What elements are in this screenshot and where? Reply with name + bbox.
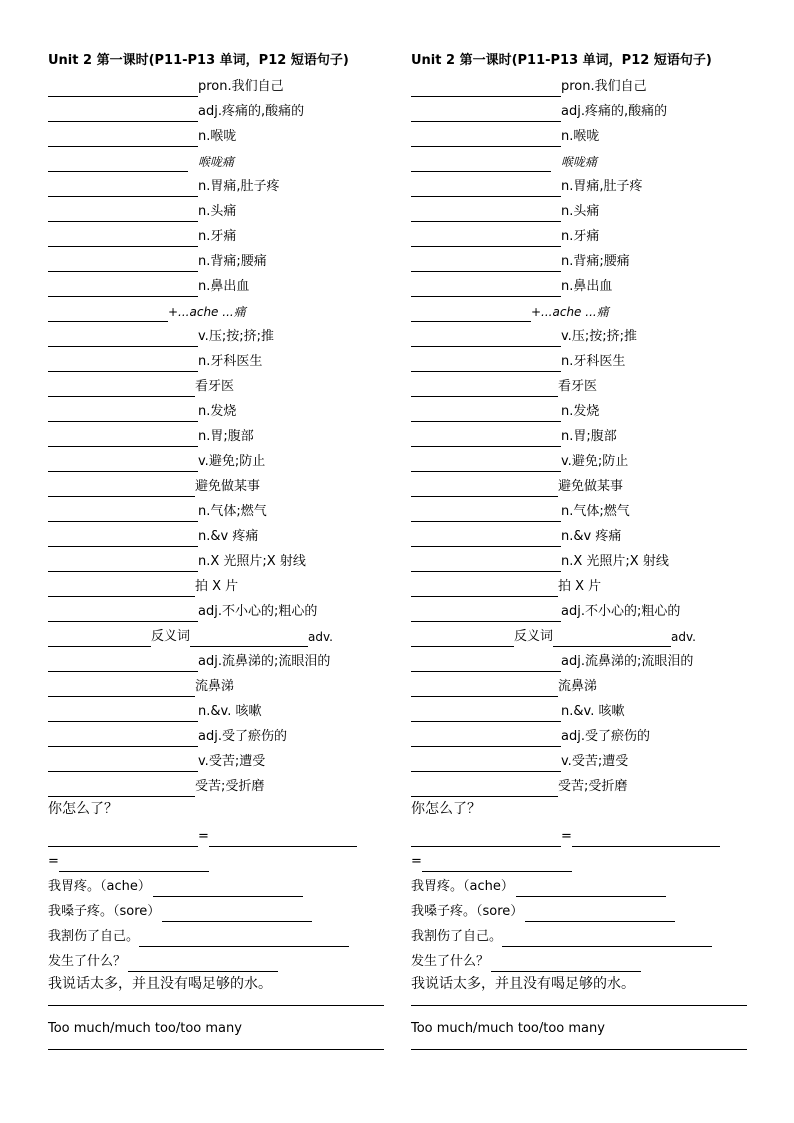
worksheet-title: Unit 2 第一课时(P11-P13 单词，P12 短语句子) xyxy=(411,53,712,68)
vocab-row xyxy=(48,397,398,422)
vocab-definition: n.鼻出血 xyxy=(561,279,613,294)
answer-blank[interactable] xyxy=(48,678,195,697)
answer-blank[interactable] xyxy=(411,703,561,722)
answer-blank[interactable] xyxy=(411,403,561,422)
vocab-definition: n.X 光照片;X 射线 xyxy=(198,554,306,569)
answer-blank[interactable] xyxy=(411,178,561,197)
vocab-definition: pron.我们自己 xyxy=(198,79,284,94)
vocab-row xyxy=(411,747,761,772)
answer-blank[interactable] xyxy=(48,653,198,672)
sentence-happen: 发生了什么？ xyxy=(411,947,761,972)
answer-blank[interactable] xyxy=(411,278,561,297)
answer-blank[interactable] xyxy=(411,653,561,672)
vocab-definition: n.牙痛 xyxy=(198,229,237,244)
answer-blank[interactable] xyxy=(411,678,558,697)
vocab-definition: n.头痛 xyxy=(198,204,237,219)
vocab-definition: n.牙科医生 xyxy=(198,354,263,369)
vocab-row xyxy=(411,272,761,297)
answer-blank[interactable] xyxy=(48,703,198,722)
answer-blank[interactable] xyxy=(48,178,198,197)
vocab-row xyxy=(411,397,761,422)
vocab-definition: n.发烧 xyxy=(561,404,600,419)
answer-blank[interactable] xyxy=(411,78,561,97)
answer-blank[interactable] xyxy=(48,578,195,597)
answer-blank[interactable] xyxy=(411,528,561,547)
sentence-stomach: 我胃疼。（ache） xyxy=(411,872,761,897)
too-much-note: Too much/much too/too many xyxy=(48,1021,242,1036)
equivalent-row-2: = xyxy=(48,847,398,872)
vocab-definition: 拍 X 片 xyxy=(195,579,239,594)
vocab-row xyxy=(411,247,761,272)
question-what-matter: 你怎么了？ xyxy=(411,801,481,817)
vocab-row xyxy=(48,547,398,572)
vocab-row xyxy=(411,222,761,247)
answer-blank[interactable] xyxy=(411,103,561,122)
vocab-row xyxy=(411,72,761,97)
vocab-definition: n.气体;燃气 xyxy=(198,504,267,519)
vocab-list xyxy=(411,72,761,622)
vocab-row xyxy=(48,772,398,797)
answer-blank[interactable] xyxy=(502,928,712,947)
worksheet-column-left xyxy=(48,50,398,1050)
answer-blank[interactable] xyxy=(48,153,188,172)
answer-blank[interactable] xyxy=(48,828,198,847)
vocab-definition: n.胃痛,肚子疼 xyxy=(561,179,643,194)
sentence-cut: 我割伤了自己。 xyxy=(411,922,761,947)
vocab-row xyxy=(48,572,398,597)
answer-blank[interactable] xyxy=(48,253,198,272)
vocab-row xyxy=(411,722,761,747)
vocab-row xyxy=(48,372,398,397)
vocab-row xyxy=(411,572,761,597)
sentence-throat: 我嗓子疼。（sore） xyxy=(411,897,761,922)
answer-blank[interactable] xyxy=(48,353,198,372)
vocab-definition: adj.疼痛的,酸痛的 xyxy=(561,104,668,119)
vocab-definition: n.鼻出血 xyxy=(198,279,250,294)
answer-blank[interactable] xyxy=(411,153,551,172)
antonym-row xyxy=(48,622,398,647)
answer-blank[interactable] xyxy=(48,403,198,422)
adv-label: adv. xyxy=(671,630,696,644)
vocab-row xyxy=(411,472,761,497)
vocab-definition: n.&v. 咳嗽 xyxy=(198,704,262,719)
vocab-definition: 流鼻涕 xyxy=(195,679,235,694)
vocab-list xyxy=(48,72,398,622)
vocab-definition: adj.流鼻涕的;流眼泪的 xyxy=(561,654,694,669)
vocab-definition: 看牙医 xyxy=(558,379,598,394)
vocab-definition: +...ache ...痛 xyxy=(168,305,246,319)
equivalent-row: = xyxy=(411,822,761,847)
vocab-row xyxy=(411,522,761,547)
vocab-definition: adj.受了瘀伤的 xyxy=(561,729,650,744)
answer-blank[interactable] xyxy=(48,428,198,447)
vocab-definition: pron.我们自己 xyxy=(561,79,647,94)
answer-blank[interactable] xyxy=(411,253,561,272)
vocab-definition: v.受苦;遭受 xyxy=(561,754,629,769)
too-much-note: Too much/much too/too many xyxy=(411,1021,605,1036)
adv-label: adv. xyxy=(308,630,333,644)
vocab-definition: adj.不小心的;粗心的 xyxy=(198,604,318,619)
vocab-definition: 受苦;受折磨 xyxy=(195,779,265,794)
answer-blank[interactable] xyxy=(139,928,349,947)
vocab-row xyxy=(411,197,761,222)
answer-blank[interactable] xyxy=(411,128,561,147)
answer-blank[interactable] xyxy=(411,503,561,522)
vocab-definition: n.&v. 咳嗽 xyxy=(561,704,625,719)
vocab-row xyxy=(48,197,398,222)
vocab-row xyxy=(48,72,398,97)
answer-blank[interactable] xyxy=(411,628,514,647)
vocab-row xyxy=(48,522,398,547)
vocab-row xyxy=(411,497,761,522)
vocab-definition: adj.受了瘀伤的 xyxy=(198,729,287,744)
worksheet-title: Unit 2 第一课时(P11-P13 单词，P12 短语句子) xyxy=(48,53,349,68)
answer-blank[interactable] xyxy=(48,628,151,647)
vocab-row xyxy=(411,297,761,322)
vocab-row xyxy=(48,722,398,747)
answer-blank[interactable] xyxy=(48,128,198,147)
vocab-definition: n.背痛;腰痛 xyxy=(198,254,267,269)
vocab-row xyxy=(411,447,761,472)
vocab-definition: v.压;按;挤;推 xyxy=(198,329,274,344)
answer-blank[interactable] xyxy=(48,278,198,297)
answer-blank[interactable] xyxy=(411,453,561,472)
answer-blank[interactable] xyxy=(572,828,720,847)
sentence-happen: 发生了什么？ xyxy=(48,947,398,972)
answer-blank[interactable] xyxy=(48,778,195,797)
vocab-row xyxy=(411,647,761,672)
vocab-definition: 避免做某事 xyxy=(558,479,624,494)
vocab-definition: n.牙科医生 xyxy=(561,354,626,369)
vocab-definition: n.&v 疼痛 xyxy=(561,529,622,544)
antonym-row xyxy=(411,622,761,647)
answer-blank[interactable] xyxy=(411,778,558,797)
vocab-row xyxy=(48,347,398,372)
vocab-row xyxy=(48,497,398,522)
answer-blank[interactable] xyxy=(48,728,198,747)
sentence-talk: 我说话太多，并且没有喝足够的水。 xyxy=(48,976,272,992)
vocab-row xyxy=(411,347,761,372)
vocab-row xyxy=(411,97,761,122)
answer-blank[interactable] xyxy=(48,453,198,472)
vocab-row xyxy=(48,747,398,772)
answer-blank[interactable] xyxy=(516,878,666,897)
vocab-definition: adj.疼痛的,酸痛的 xyxy=(198,104,305,119)
answer-blank[interactable] xyxy=(491,953,641,972)
vocab-row xyxy=(411,122,761,147)
question-what-matter: 你怎么了？ xyxy=(48,801,118,817)
antonym-label: 反义词 xyxy=(514,629,554,644)
vocab-list-2 xyxy=(411,647,761,797)
vocab-row xyxy=(48,322,398,347)
vocab-definition: n.背痛;腰痛 xyxy=(561,254,630,269)
answer-blank[interactable] xyxy=(190,628,308,647)
vocab-definition: n.&v 疼痛 xyxy=(198,529,259,544)
answer-blank[interactable] xyxy=(153,878,303,897)
answer-blank[interactable] xyxy=(48,328,198,347)
answer-blank[interactable] xyxy=(48,228,198,247)
answer-blank[interactable] xyxy=(48,753,198,772)
answer-blank[interactable] xyxy=(48,303,168,322)
vocab-row xyxy=(48,597,398,622)
vocab-row xyxy=(48,147,398,172)
equivalent-row-2: = xyxy=(411,847,761,872)
vocab-definition: 避免做某事 xyxy=(195,479,261,494)
vocab-row xyxy=(48,672,398,697)
vocab-row xyxy=(411,697,761,722)
answer-blank[interactable] xyxy=(411,553,561,572)
answer-blank[interactable] xyxy=(411,828,561,847)
answer-blank[interactable] xyxy=(411,478,558,497)
answer-blank[interactable] xyxy=(128,953,278,972)
vocab-row xyxy=(48,272,398,297)
vocab-row xyxy=(411,147,761,172)
answer-blank[interactable] xyxy=(48,528,198,547)
vocab-row xyxy=(48,122,398,147)
answer-line[interactable] xyxy=(411,1049,747,1050)
answer-blank[interactable] xyxy=(411,378,558,397)
vocab-definition: n.喉咙 xyxy=(561,129,600,144)
vocab-definition: n.X 光照片;X 射线 xyxy=(561,554,669,569)
vocab-row xyxy=(48,447,398,472)
answer-blank[interactable] xyxy=(411,753,561,772)
vocab-definition: n.气体;燃气 xyxy=(561,504,630,519)
vocab-row xyxy=(411,372,761,397)
vocab-row xyxy=(48,647,398,672)
vocab-list-2 xyxy=(48,647,398,797)
vocab-definition: 喉咙痛 xyxy=(561,155,598,169)
vocab-row xyxy=(411,422,761,447)
vocab-definition: n.胃;腹部 xyxy=(561,429,617,444)
answer-blank[interactable] xyxy=(48,503,198,522)
vocab-definition: n.头痛 xyxy=(561,204,600,219)
vocab-definition: adj.流鼻涕的;流眼泪的 xyxy=(198,654,331,669)
answer-blank[interactable] xyxy=(48,378,195,397)
equivalent-row: = xyxy=(48,822,398,847)
answer-blank[interactable] xyxy=(411,303,531,322)
answer-blank[interactable] xyxy=(422,853,572,872)
vocab-row xyxy=(48,97,398,122)
vocab-definition: 流鼻涕 xyxy=(558,679,598,694)
answer-blank[interactable] xyxy=(209,828,357,847)
sentence-stomach: 我胃疼。（ache） xyxy=(48,872,398,897)
vocab-definition: 拍 X 片 xyxy=(558,579,602,594)
answer-blank[interactable] xyxy=(48,103,198,122)
vocab-definition: n.胃;腹部 xyxy=(198,429,254,444)
antonym-label: 反义词 xyxy=(151,629,191,644)
answer-blank[interactable] xyxy=(411,353,561,372)
vocab-row xyxy=(48,697,398,722)
vocab-row xyxy=(48,297,398,322)
answer-blank[interactable] xyxy=(411,728,561,747)
answer-blank[interactable] xyxy=(411,203,561,222)
answer-blank[interactable] xyxy=(411,328,561,347)
answer-blank[interactable] xyxy=(48,78,198,97)
worksheet-column-right xyxy=(411,50,761,1050)
answer-line[interactable] xyxy=(48,1049,384,1050)
answer-blank[interactable] xyxy=(48,478,195,497)
answer-blank[interactable] xyxy=(48,603,198,622)
answer-blank[interactable] xyxy=(48,203,198,222)
vocab-row xyxy=(411,172,761,197)
answer-blank[interactable] xyxy=(48,553,198,572)
vocab-row xyxy=(411,672,761,697)
answer-blank[interactable] xyxy=(162,903,312,922)
vocab-definition: adj.不小心的;粗心的 xyxy=(561,604,681,619)
sentence-throat: 我嗓子疼。（sore） xyxy=(48,897,398,922)
answer-blank[interactable] xyxy=(59,853,209,872)
answer-blank[interactable] xyxy=(553,628,671,647)
vocab-definition: 受苦;受折磨 xyxy=(558,779,628,794)
vocab-definition: n.胃痛,肚子疼 xyxy=(198,179,280,194)
answer-blank[interactable] xyxy=(411,228,561,247)
answer-blank[interactable] xyxy=(525,903,675,922)
answer-blank[interactable] xyxy=(411,578,558,597)
vocab-definition: v.避免;防止 xyxy=(561,454,629,469)
vocab-row xyxy=(48,472,398,497)
answer-blank[interactable] xyxy=(411,603,561,622)
vocab-definition: +...ache ...痛 xyxy=(531,305,609,319)
vocab-definition: v.压;按;挤;推 xyxy=(561,329,637,344)
vocab-row xyxy=(48,247,398,272)
vocab-row xyxy=(48,422,398,447)
vocab-row xyxy=(411,597,761,622)
vocab-definition: n.牙痛 xyxy=(561,229,600,244)
vocab-definition: 看牙医 xyxy=(195,379,235,394)
sentence-talk: 我说话太多，并且没有喝足够的水。 xyxy=(411,976,635,992)
answer-blank[interactable] xyxy=(411,428,561,447)
vocab-row xyxy=(411,322,761,347)
vocab-definition: n.喉咙 xyxy=(198,129,237,144)
vocab-definition: v.受苦;遭受 xyxy=(198,754,266,769)
vocab-row xyxy=(48,222,398,247)
vocab-definition: n.发烧 xyxy=(198,404,237,419)
vocab-definition: v.避免;防止 xyxy=(198,454,266,469)
vocab-definition: 喉咙痛 xyxy=(198,155,235,169)
vocab-row xyxy=(411,772,761,797)
sentence-cut: 我割伤了自己。 xyxy=(48,922,398,947)
vocab-row xyxy=(48,172,398,197)
vocab-row xyxy=(411,547,761,572)
